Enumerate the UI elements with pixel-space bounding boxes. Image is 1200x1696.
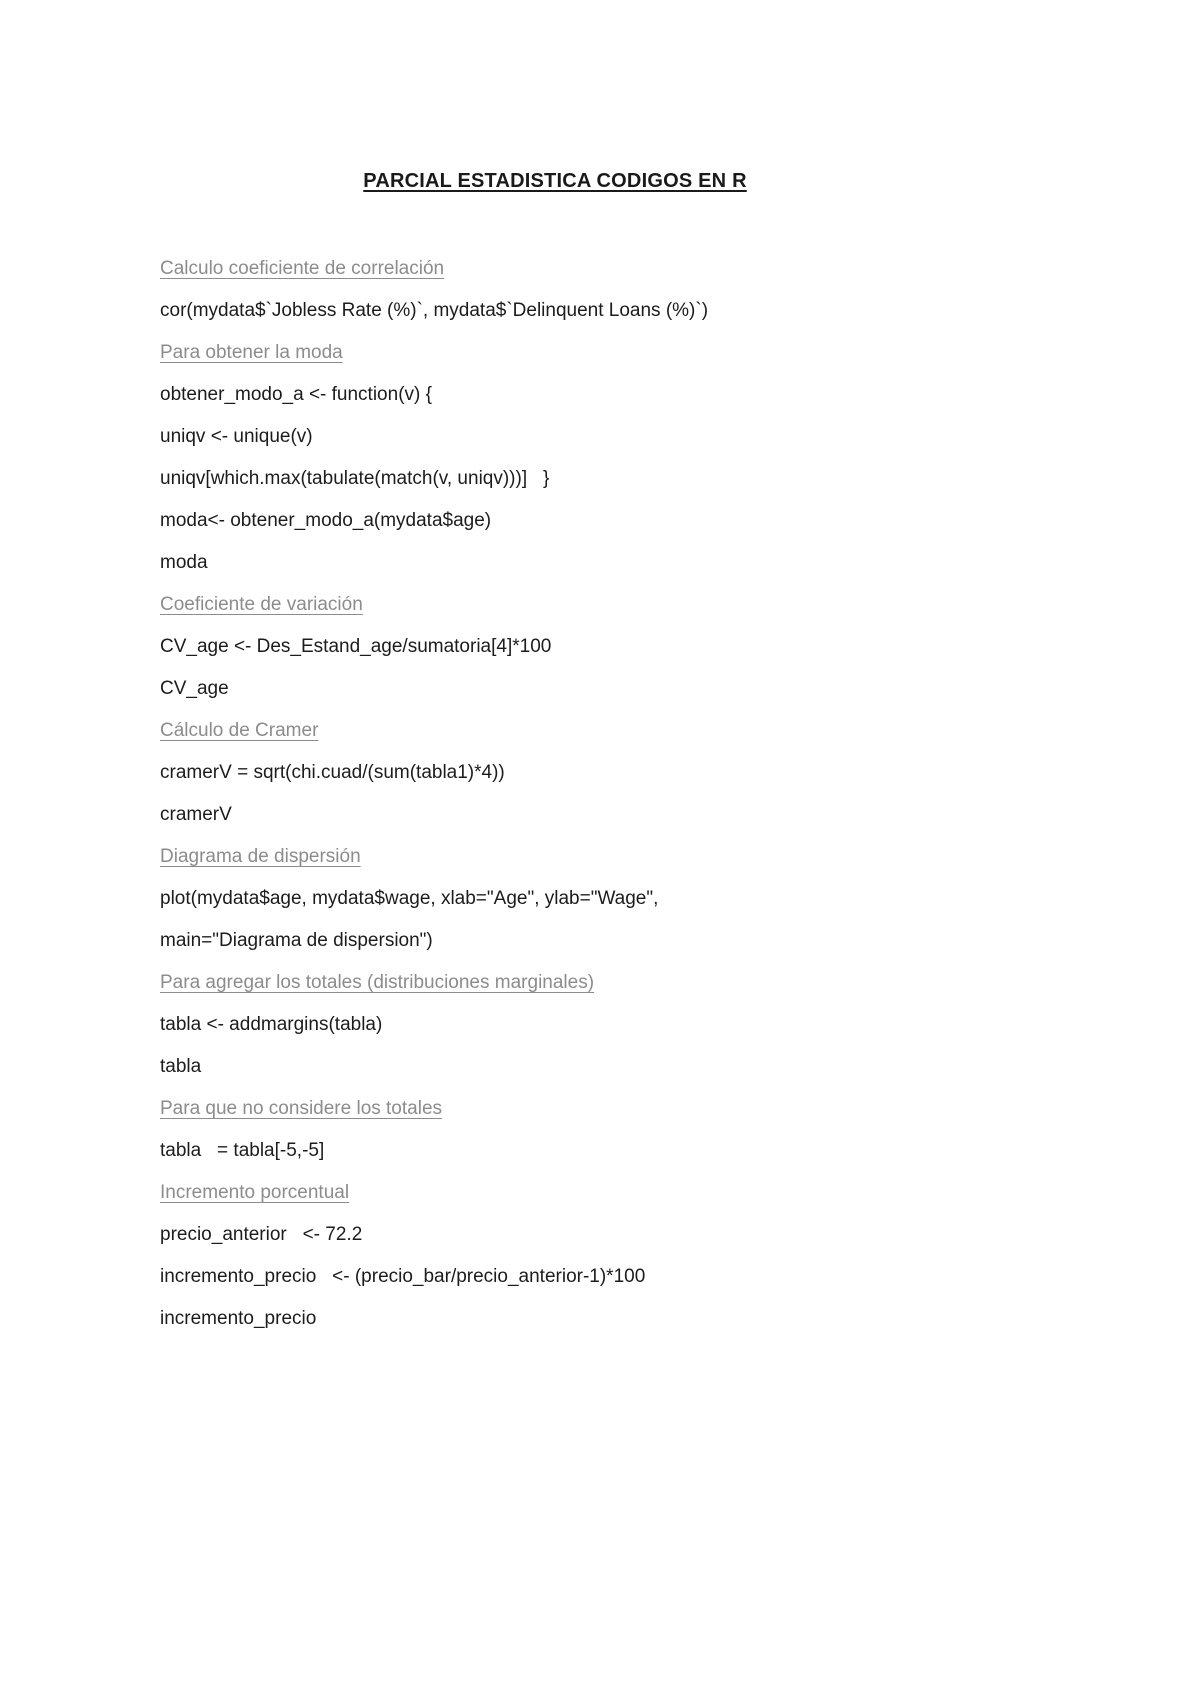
code-line: incremento_precio <- (precio_bar/precio_anterior-1)*100 (160, 1266, 646, 1287)
code-line: uniqv <- unique(v) (160, 426, 313, 447)
code-line: obtener_modo_a <- function(v) { (160, 384, 432, 405)
code-line: main="Diagrama de dispersion") (160, 930, 433, 951)
page-title: PARCIAL ESTADISTICA CODIGOS EN R (363, 170, 747, 192)
section-heading: Coeficiente de variación (160, 594, 363, 615)
code-line: uniqv[which.max(tabulate(match(v, uniqv)))] } (160, 468, 550, 489)
code-line: CV_age <- Des_Estand_age/sumatoria[4]*100 (160, 636, 552, 657)
code-line: moda<- obtener_modo_a(mydata$age) (160, 510, 492, 531)
section-heading: Incremento porcentual (160, 1182, 350, 1203)
code-line: plot(mydata$age, mydata$wage, xlab="Age", ylab="Wage", (160, 888, 659, 909)
section-heading: Calculo coeficiente de correlación (160, 258, 445, 279)
code-line: CV_age (160, 678, 229, 699)
section-heading: Diagrama de dispersión (160, 846, 361, 867)
code-line: tabla (160, 1056, 202, 1077)
code-line: cramerV = sqrt(chi.cuad/(sum(tabla1)*4)) (160, 762, 505, 783)
section-heading: Para obtener la moda (160, 342, 343, 363)
code-line: incremento_precio (160, 1308, 317, 1329)
code-line: cor(mydata$`Jobless Rate (%)`, mydata$`Delinquent Loans (%)`) (160, 300, 709, 321)
code-line: tabla = tabla[-5,-5] (160, 1140, 325, 1161)
code-line: precio_anterior <- 72.2 (160, 1224, 363, 1245)
section-heading: Para agregar los totales (distribuciones marginales) (160, 972, 595, 993)
code-line: moda (160, 552, 208, 573)
section-heading: Cálculo de Cramer (160, 720, 319, 741)
code-line: tabla <- addmargins(tabla) (160, 1014, 383, 1035)
section-heading: Para que no considere los totales (160, 1098, 443, 1119)
code-line: cramerV (160, 804, 232, 825)
document-body (160, 248, 1060, 1340)
